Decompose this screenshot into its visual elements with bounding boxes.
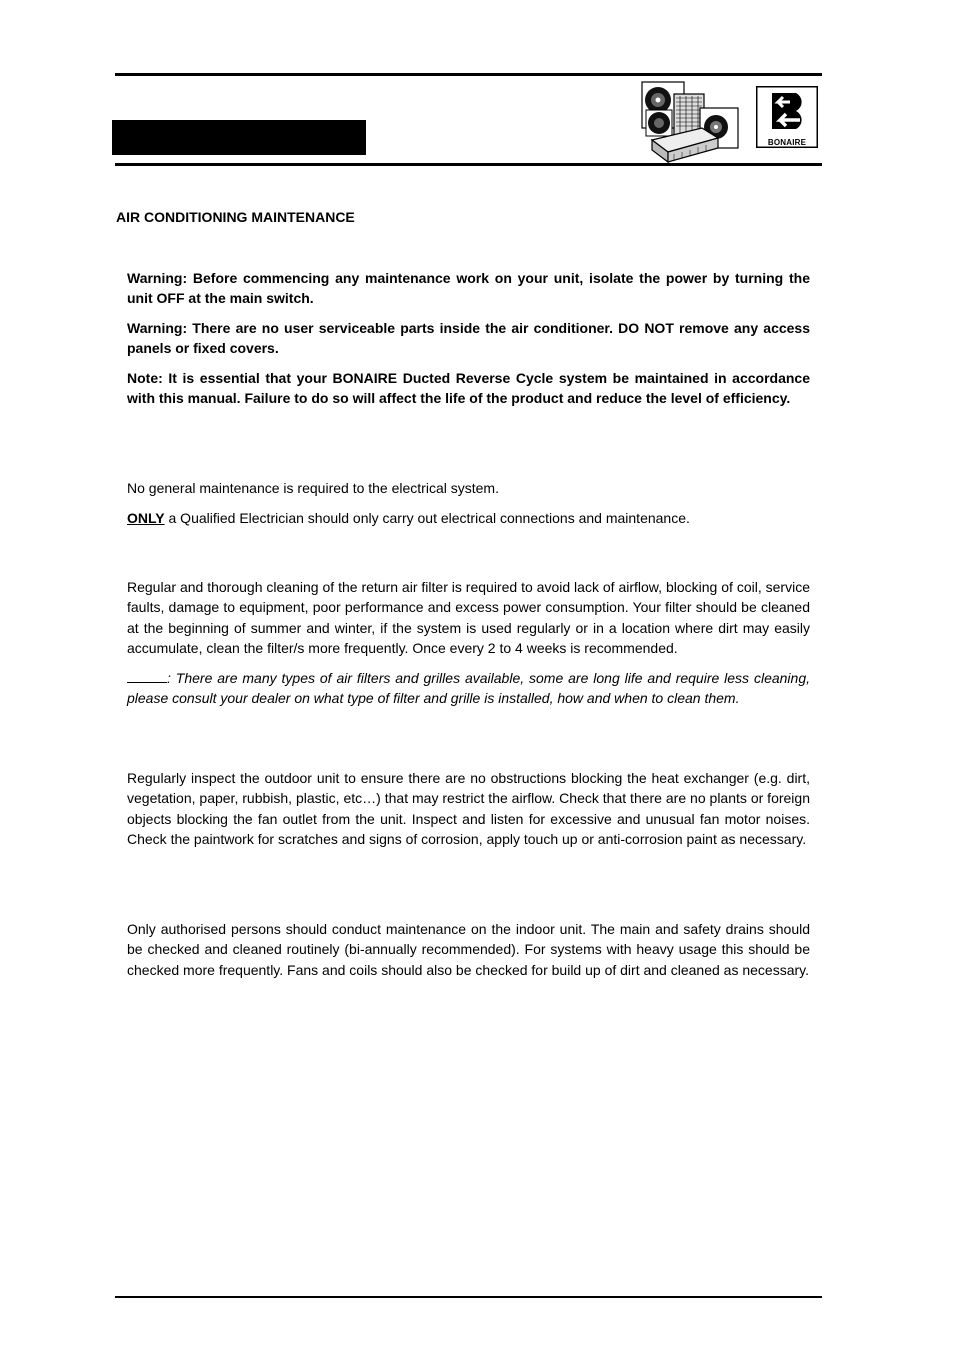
header-bottom-rule — [115, 163, 822, 166]
logo-text: BONAIRE — [767, 138, 807, 147]
indoor-paragraph: Only authorised persons should conduct maintenance on the indoor unit. The main and safety drains should be checked and cleaned routinely (bi-annually recommended). For systems with heavy usage this should be checked more frequently. Fans and coils should also be checked for build up of dirt and cleaned as necessary. — [127, 921, 810, 978]
only-label: ONLY — [127, 510, 165, 526]
warning-no-serviceable-parts: Warning: There are no user serviceable parts inside the air conditioner. DO NOT remove any access panels or fixed covers. — [127, 320, 810, 357]
air-conditioner-units-icon — [640, 80, 740, 164]
electrical-paragraph-1: No general maintenance is required to the electrical system. — [127, 480, 499, 496]
filter-paragraph: Regular and thorough cleaning of the return air filter is required to avoid lack of airflow, blocking of coil, service faults, damage to equipment, poor performance and excess power consumption. Your filter should be cleaned at the beginning of summer and winter, if the system is used regularly or in a location where dirt may easily accumulate, clean the filter/s more frequently. Once every 2 to 4 weeks is recommended. — [127, 579, 810, 656]
note-maintenance: Note: It is essential that your BONAIRE Ducted Reverse Cycle system be maintained in accordance with this manual. Failure to do so will affect the life of the product and reduce the level of efficiency. — [127, 370, 810, 407]
warning-power: Warning: Before commencing any maintenance work on your unit, isolate the power by turning the unit OFF at the main switch. — [127, 270, 810, 307]
electrical-paragraph-2 — [127, 508, 810, 528]
header-top-rule — [115, 73, 822, 76]
page-heading: AIR CONDITIONING MAINTENANCE — [116, 209, 355, 225]
electrical-paragraph-2-text: a Qualified Electrician should only carry out electrical connections and maintenance. — [164, 510, 690, 526]
bonaire-logo — [756, 86, 818, 148]
footer-rule — [115, 1296, 822, 1298]
filter-note — [127, 668, 810, 709]
outdoor-paragraph: Regularly inspect the outdoor unit to ensure there are no obstructions blocking the heat exchanger (e.g. dirt, vegetation, paper, rubbish, plastic, etc…) that may restrict the airflow. Check that there are no plants or foreign objects blocking the fan outlet from the unit. Inspect and listen for excessive and unusual fan motor noises. Check the paintwork for scratches and signs of corrosion, apply touch up or anti-corrosion paint as necessary. — [127, 770, 810, 847]
note-label-blank — [127, 670, 167, 683]
header-title-bar — [112, 120, 366, 155]
filter-note-text: : There are many types of air filters and grilles available, some are long life and require less cleaning, please consult your dealer on what type of filter and grille is installed, how and when to clean them. — [127, 670, 810, 707]
